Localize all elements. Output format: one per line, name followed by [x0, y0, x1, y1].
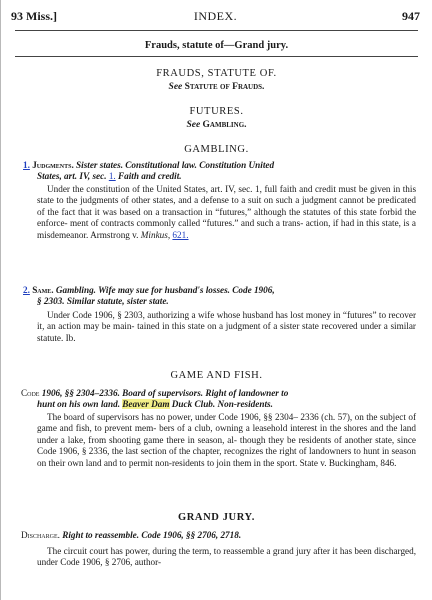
body-line: faith and credit must be given in this state to the judgments of [37, 184, 417, 206]
body-line: “futures,” although the statutes of this state forbid the enforce- [37, 206, 417, 229]
body-line: Under Code 1906, § 2303, authorizing a wife whose husband has [47, 310, 288, 320]
game-fish-entry-head [21, 388, 416, 411]
body-line: under a similar statute. Ib. [37, 321, 416, 343]
entry-headnote: Duck Club. Non-residents. [171, 399, 273, 410]
body-line: ment of contracts commonly called “futures.” and such a trans- [70, 218, 304, 229]
entry-headnote: Gambling. Wife may sue for husband's losses. Code 1906, [55, 285, 275, 295]
body-line: tained in this state on a judgment of a sister state recovered [137, 321, 358, 332]
see-target: Statute of Frauds. [184, 82, 265, 92]
see-label: See [186, 120, 201, 130]
body-line: other states, and a defense to a suit on such a judgment cannot [131, 195, 364, 206]
body-line: The board of supervisors has no power, under Code 1906, §§ 2304– [47, 412, 298, 422]
futures-heading: FUTURES. [189, 106, 244, 117]
case-cite: Minkus, [140, 229, 171, 240]
entry-headnote: Faith and credit. [118, 171, 182, 182]
game-fish-entry-body [37, 412, 416, 469]
grand-jury-heading: GRAND JURY. [177, 512, 255, 523]
body-line: to hunt in season on their own land and to permit non-residents [37, 446, 417, 468]
entry-topic: Discharge. [21, 530, 60, 540]
body-line: to join them in the sport. State v. Buckingham, 846. [206, 457, 397, 468]
volume-ref: 93 Miss.] [11, 9, 57, 23]
entry-headnote: 1906, §§ 2304–2336. Board of supervisors. Right of landowner to [41, 388, 289, 398]
game-fish-heading: GAME AND FISH. [170, 370, 263, 381]
grand-jury-entry-body [37, 546, 416, 569]
entry-headnote: States, art. IV, sec. [37, 171, 107, 182]
page-link[interactable]: 621. [172, 229, 189, 240]
body-line: action, if had in this state, is a misdemeanor. Armstrong v. [37, 218, 417, 240]
see-target: Gambling. [202, 120, 247, 130]
body-line: jury after it has been discharged, under Code 1906, § 2706, author- [37, 546, 417, 568]
entry-topic: Code [21, 388, 40, 398]
entry-headnote: hunt on his own land. [37, 399, 120, 410]
running-title: INDEX. [193, 9, 238, 23]
body-line: Under the constitution of the United States, art. IV, sec. 1, full [47, 184, 278, 194]
body-line: be predicated of the fact that it was based on a transaction in [37, 195, 417, 217]
frauds-cross-ref [1, 82, 432, 92]
gambling-entry-1-head [23, 160, 416, 183]
highlighted-term: Beaver Dam [122, 399, 170, 410]
grand-jury-entry-head [21, 530, 416, 541]
section-link[interactable]: 1. [108, 171, 116, 182]
entry-topic: Same. [32, 285, 54, 295]
subhead-rule [15, 56, 418, 57]
body-line: 2336 (ch. 57), on the subject of game and fish, to prevent mem- [37, 412, 417, 434]
gambling-entry-2-head [23, 285, 416, 308]
frauds-heading: FRAUDS, STATUTE OF. [156, 68, 277, 79]
gambling-entry-1-body [37, 184, 416, 241]
entry-topic: Judgments. [32, 160, 74, 170]
top-rule [15, 30, 418, 31]
gambling-entry-2-body [37, 310, 416, 344]
body-line: the last section of the chapter, recognizes the right of landowners [111, 446, 352, 457]
page-subhead: Frauds, statute of—Grand jury. [144, 40, 289, 51]
gambling-heading: GAMBLING. [184, 144, 249, 155]
entry-headnote: Sister states. Constitutional law. Constitution United [76, 160, 275, 170]
body-line: the land under a lake, from shooting game there in season, al- [37, 423, 416, 445]
futures-cross-ref [1, 120, 432, 130]
running-head [11, 9, 420, 25]
body-line: lost money in “futures” to recover it, an action may be main- [37, 310, 417, 332]
body-line: The circuit court has power, during the term, to reassemble a grand [47, 546, 294, 556]
see-label: See [168, 82, 183, 92]
entry-number-link[interactable]: 2. [23, 285, 30, 295]
page-number: 947 [402, 9, 420, 23]
entry-headnote: § 2303. Similar statute, sister state. [37, 296, 169, 307]
entry-headnote: Right to reassemble. Code 1906, §§ 2706, 2718. [62, 530, 242, 540]
entry-number-link[interactable]: 1. [23, 160, 30, 170]
body-line: though they be residents of another state, since Code 1906, § 2336, [37, 434, 416, 457]
body-line: bers of a club, owning a leasehold interest in the shores and [159, 423, 384, 434]
